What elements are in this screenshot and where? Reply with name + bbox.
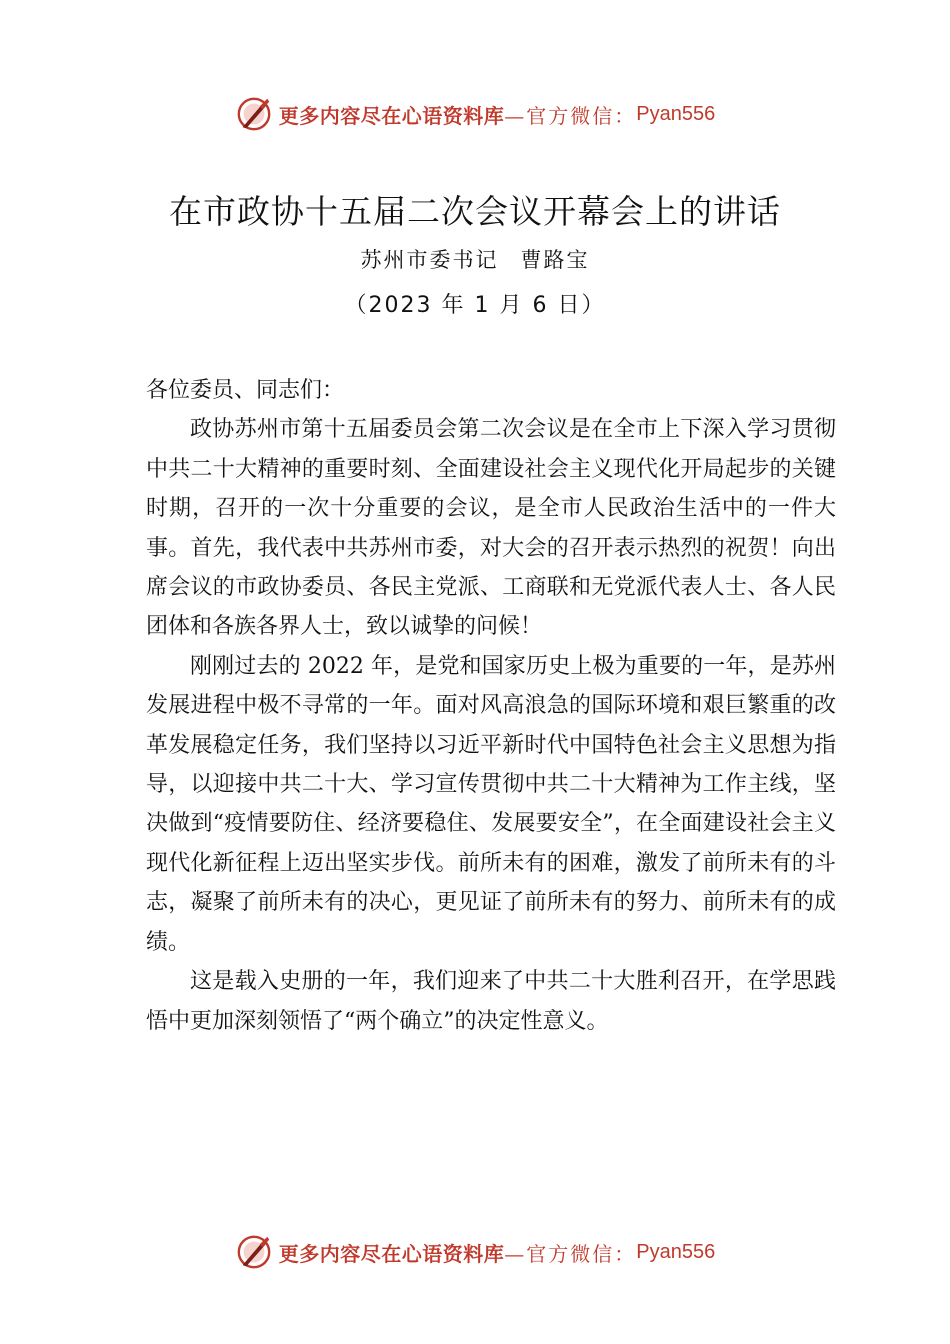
document-date: （2023 年 1 月 6 日） — [344, 293, 606, 318]
header-banner — [0, 94, 950, 134]
banner-wechat-label: —官方微信： — [504, 103, 637, 128]
salutation: 各位委员、同志们： — [146, 378, 345, 403]
quill-logo-icon — [235, 95, 273, 133]
banner-text: 更多内容尽在心语资料库 — [278, 103, 505, 128]
banner-wechat-id: Pyan556 — [636, 1240, 716, 1263]
banner-wechat-label: —官方微信： — [504, 1241, 637, 1266]
footer-banner — [0, 1232, 950, 1272]
paragraph: 刚刚过去的 2022 年，是党和国家历史上极为重要的一年，是苏州发展进程中极不寻常的一年。面对风高浪急的国际环境和艰巨繁重的改革发展稳定任务，我们坚持以习近平新时代中国特色社会主义思想为指导，以迎接中共二十大、学习宣传贯彻中共二十大精神为工作主线，坚决做到“疫情要防住、经济要稳住、发展要安全”，在全面建设社会主义现代化新征程上迈出坚实步伐。前所未有的困难，激发了前所未有的斗志，凝聚了前所未有的决心，更见证了前所未有的努力、前所未有的成绩。 — [146, 653, 836, 955]
author-name: 曹路宝 — [520, 248, 590, 272]
author-line — [0, 244, 950, 274]
quill-logo-icon — [235, 1233, 273, 1271]
document-body — [146, 371, 836, 1041]
banner-wechat-id: Pyan556 — [636, 102, 716, 125]
paragraph: 这是载入史册的一年，我们迎来了中共二十大胜利召开，在学思践悟中更加深刻领悟了“两个确立”的决定性意义。 — [146, 969, 836, 1034]
document-title: 在市政协十五届二次会议开幕会上的讲话 — [169, 192, 781, 231]
paragraph: 政协苏州市第十五届委员会第二次会议是在全市上下深入学习贯彻中共二十大精神的重要时刻、全面建设社会主义现代化开局起步的关键时期，召开的一次十分重要的会议，是全市人民政治生活中的一件大事。首先，我代表中共苏州市委，对大会的召开表示热烈的祝贺！向出席会议的市政协委员、各民主党派、工商联和无党派代表人士、各人民团体和各族各界人士，致以诚挚的问候！ — [146, 417, 836, 640]
banner-text: 更多内容尽在心语资料库 — [278, 1241, 505, 1266]
author-role: 苏州市委书记 — [360, 248, 499, 272]
